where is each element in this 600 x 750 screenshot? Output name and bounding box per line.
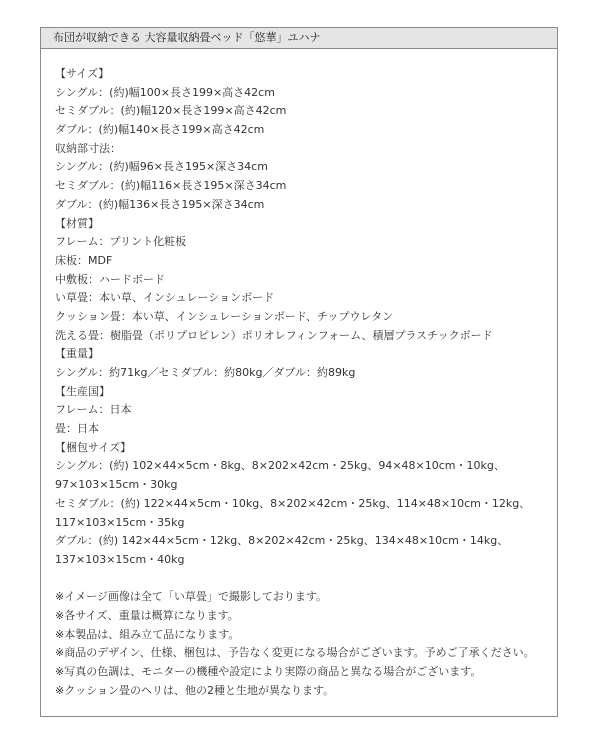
spec-line: シングル：(約)幅100×長さ199×高さ42cm <box>55 85 275 99</box>
section-heading-package: 【梱包サイズ】 <box>55 440 132 454</box>
spec-line: 97×103×15cm・30kg <box>55 478 178 492</box>
spacer <box>55 570 557 589</box>
section-heading-weight: 【重量】 <box>55 347 99 361</box>
section-heading-material: 【材質】 <box>55 216 99 230</box>
spec-line: シングル：(約) 102×44×5cm・8kg、8×202×42cm・25kg、94×48×10cm・10kg、 <box>55 459 505 473</box>
spec-line: セミダブル：(約) 122×44×5cm・10kg、8×202×42cm・25kg、114×48×10cm・12kg、 <box>55 496 531 510</box>
spec-line: 137×103×15cm・40kg <box>55 552 185 566</box>
spec-line: フレーム：プリント化粧板 <box>55 235 187 249</box>
spec-line: シングル：(約)幅96×長さ195×深さ34cm <box>55 160 268 174</box>
spec-line: ダブル：(約) 142×44×5cm・12kg、8×202×42cm・25kg、134×48×10cm・14kg、 <box>55 534 509 548</box>
section-heading-size: 【サイズ】 <box>55 67 110 80</box>
section-heading-origin: 【生産国】 <box>55 384 110 398</box>
spec-header: 布団が収納できる 大容量収納畳ベッド「悠華」ユハナ <box>41 28 557 49</box>
note-line: ※イメージ画像は全て「い草畳」で撮影しております。 <box>55 590 328 604</box>
spec-line: ダブル：(約)幅136×長さ195×深さ34cm <box>55 197 265 211</box>
spec-line: 畳：日本 <box>55 422 99 436</box>
spec-line: シングル：約71kg／セミダブル：約80kg／ダブル：約89kg <box>55 366 356 379</box>
spec-line: 洗える畳：樹脂畳（ポリプロピレン）ポリオレフィンフォーム、積層プラスチックボード <box>55 328 493 342</box>
spec-line: クッション畳：本い草、インシュレーションボード、チップウレタン <box>55 309 394 323</box>
spec-line: フレーム：日本 <box>55 403 132 417</box>
spec-box <box>40 27 558 717</box>
spec-line: ダブル：(約)幅140×長さ199×高さ42cm <box>55 123 265 137</box>
note-line: ※写真の色調は、モニターの機種や設定により実際の商品と異なる場合がございます。 <box>55 665 482 678</box>
note-line: ※本製品は、組み立て品になります。 <box>55 627 240 641</box>
spec-line: セミダブル：(約)幅116×長さ195×深さ34cm <box>55 179 287 193</box>
spec-line: い草畳：本い草、インシュレーションボード <box>55 291 275 305</box>
note-line: ※クッション畳のヘリは、他の2種と生地が異なります。 <box>55 683 335 697</box>
spec-body <box>41 49 557 700</box>
spec-line: 中敷板：ハードボード <box>55 272 165 286</box>
note-line: ※商品のデザイン、仕様、梱包は、予告なく変更になる場合がございます。予めご了承ください。 <box>55 646 535 660</box>
spec-line: 117×103×15cm・35kg <box>55 515 185 529</box>
note-line: ※各サイズ、重量は概算になります。 <box>55 608 239 622</box>
spec-line: セミダブル：(約)幅120×長さ199×高さ42cm <box>55 104 287 118</box>
spec-line: 床板：MDF <box>55 253 113 267</box>
spec-line: 収納部寸法： <box>55 141 121 155</box>
